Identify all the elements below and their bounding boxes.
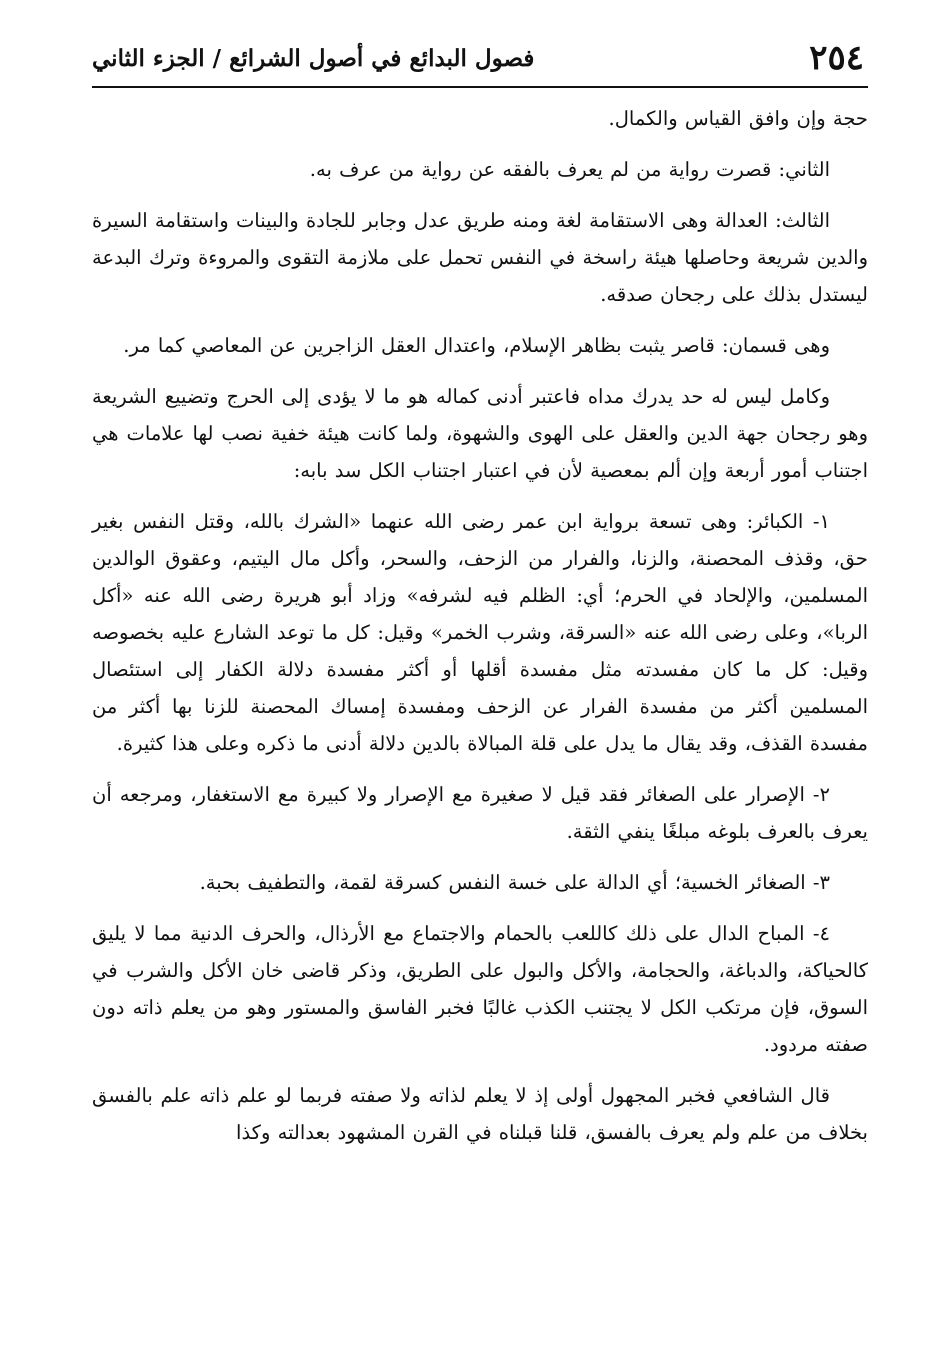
paragraph-2: الثاني: قصرت رواية من لم يعرف بالفقه عن رواية من عرف به. — [309, 158, 830, 181]
page-header — [92, 30, 868, 88]
paragraph-1: حجة وإن وافق القياس والكمال. — [608, 107, 868, 130]
page-body — [92, 88, 868, 1151]
paragraph-6: ١- الكبائر: وهى تسعة برواية ابن عمر رضى الله عنهما «الشرك بالله، وقتل النفس بغير حق، وقذف المحصنة، والزنا، والفرار من الزحف، والسحر، وأكل مال اليتيم، وعقوق الوالدين المسلمين، والإلحاد في الحرم؛ أي: الظلم فيه لشرفه» وزاد أبو هريرة رضى الله عنه «أكل الربا»، وعلى رضى الله عنه «السرقة، وشرب الخمر» وقيل: كل ما توعد الشارع عليه بخصوصه وقيل: كل ما كان مفسدته مثل مفسدة أقلها أو أكثر مفسدة دلالة الكفار إلى استئصال المسلمين أكثر من مفسدة الفرار عن الزحف ومفسدة إمساك المحصنة للزنا بها أكثر من مفسدة القذف، وقد يقال ما يدل على قلة المبالاة بالدين دلالة أدنى ما ذكره وعلى هذا كثيرة. — [92, 510, 868, 755]
paragraph-7: ٢- الإصرار على الصغائر فقد قيل لا صغيرة مع الإصرار ولا كبيرة مع الاستغفار، ومرجعه أن يعرف بالعرف بلوغه مبلغًا ينفي الثقة. — [92, 783, 868, 843]
page-number: ٢٥٤ — [809, 38, 864, 78]
paragraph-4: وهى قسمان: قاصر يثبت بظاهر الإسلام، واعتدال العقل الزاجرين عن المعاصي كما مر. — [123, 334, 830, 357]
paragraph-10: قال الشافعي فخبر المجهول أولى إذ لا يعلم لذاته ولا صفته فربما لو علم ذاته علم بالفسق بخلاف من علم ولم يعرف بالفسق، قلنا قبلناه في القرن المشهود بعدالته وكذا — [92, 1084, 868, 1144]
paragraph-8: ٣- الصغائر الخسية؛ أي الدالة على خسة النفس كسرقة لقمة، والتطفيف بحبة. — [199, 871, 830, 894]
paragraph-5: وكامل ليس له حد يدرك مداه فاعتبر أدنى كماله هو ما لا يؤدى إلى الحرج وتضييع الشريعة وهو رجحان جهة الدين والعقل على الهوى والشهوة، ولما كانت هيئة خفية نصب لها علامات هي اجتناب أمور أربعة وإن ألم بمعصية لأن في اعتبار اجتناب الكل سد بابه: — [92, 385, 868, 482]
paragraph-3: الثالث: العدالة وهى الاستقامة لغة ومنه طريق عدل وجابر للجادة والبينات واستقامة السيرة والدين شريعة وحاصلها هيئة راسخة في النفس تحمل على ملازمة التقوى والمروءة وترك البدعة ليستدل بذلك على رجحان صدقه. — [92, 209, 868, 306]
book-page — [92, 30, 868, 1350]
paragraph-9: ٤- المباح الدال على ذلك كاللعب بالحمام والاجتماع مع الأرذال، والحرف الدنية مما لا يليق كالحياكة، والدباغة، والحجامة، والأكل والبول على الطريق، وذكر قاضى خان الأكل والشرب في السوق، فإن مرتكب الكل لا يجتنب الكذب غالبًا فخبر الفاسق والمستور وهو من يعلم ذاته دون صفته مردود. — [92, 922, 868, 1056]
running-title: فصول البدائع في أصول الشرائع / الجزء الثاني — [92, 45, 535, 72]
